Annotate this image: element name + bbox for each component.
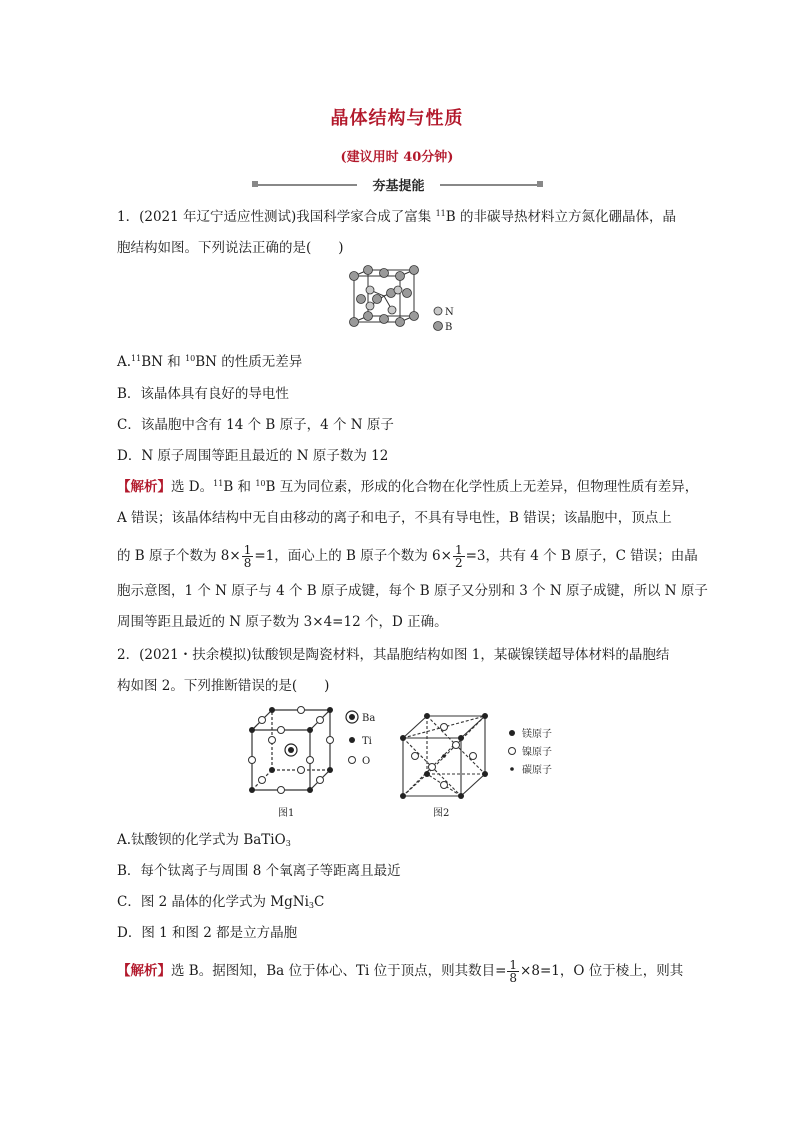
- q1-analysis-line-1: 【解析】选 D。$^{11}$B 和 $^{10}$B 互为同位素，形成的化合物在化学性质上无差异，但物理性质有差异，: [117, 479, 699, 495]
- legend-ti-icon: [349, 737, 355, 743]
- n-atom-icon: [366, 302, 374, 310]
- fraction-one-half: $\frac{1}{2}$: [454, 543, 463, 570]
- q1-option-c: C．该晶胞中含有 14 个 B 原子，4 个 N 原子: [117, 417, 394, 433]
- b-atom-icon: [350, 272, 359, 281]
- legend-ba-label: Ba: [362, 713, 376, 724]
- b-atom-icon: [357, 295, 366, 304]
- q1-option-d: D．N 原子周围等距且最近的 N 原子数为 12: [117, 448, 389, 464]
- b-atom-icon: [396, 272, 405, 281]
- q1-option-b: B．该晶体具有良好的导电性: [117, 386, 289, 402]
- q2-analysis-line-1: 【解析】选 B。据图知，Ba 位于体心、Ti 位于顶点，则其数目= $\frac{1}{8}$ ×8=1，O 位于棱上，则其: [117, 958, 684, 985]
- legend-ni-icon: [509, 748, 516, 755]
- q1-bn-crystal-figure: [340, 266, 470, 342]
- page-subtitle: (建议用时 40分钟): [340, 150, 454, 165]
- b-atom-icon: [410, 312, 419, 321]
- b-atom-icon: [403, 289, 412, 298]
- n-atom-icon: [394, 286, 402, 294]
- legend-n-label: N: [445, 307, 454, 318]
- q2-option-b: B．每个钛离子与周围 8 个氧离子等距离且最近: [117, 863, 401, 879]
- q1-option-a: A.$^{11}$BN 和 $^{10}$BN 的性质无差异: [117, 354, 303, 370]
- b-atom-icon: [380, 315, 389, 324]
- q2-option-c: C．图 2 晶体的化学式为 MgNi$_3$C: [117, 894, 325, 910]
- q1-stem-line-2: 胞结构如图。下列说法正确的是( ): [117, 240, 344, 256]
- legend-ti-label: Ti: [362, 736, 372, 747]
- section-divider-left: [255, 184, 357, 186]
- legend-mg-icon: [509, 730, 515, 736]
- n-atom-icon: [388, 306, 396, 314]
- b-atom-icon: [410, 266, 419, 275]
- legend-c-label: 碳原子: [522, 765, 552, 776]
- legend-b-icon: [434, 322, 443, 331]
- analysis-tag: 【解析】: [117, 479, 171, 495]
- b-atom-icon: [364, 266, 373, 275]
- q2-stem-line-2: 构如图 2。下列推断错误的是( ): [117, 678, 330, 694]
- q1-analysis-line-5: 周围等距且最近的 N 原子数为 3×4=12 个，D 正确。: [117, 614, 448, 630]
- divider-dot-right: [537, 181, 543, 187]
- section-divider-right: [440, 184, 540, 186]
- b-atom-icon: [396, 318, 405, 327]
- q2-figure-2-mgni3c: [395, 708, 585, 820]
- fraction-one-eighth: $\frac{1}{8}$: [509, 958, 518, 985]
- legend-b-label: B: [445, 322, 453, 333]
- n-atom-icon: [366, 286, 374, 294]
- fraction-one-eighth: $\frac{1}{8}$: [243, 543, 252, 570]
- b-atom-icon: [350, 318, 359, 327]
- q2-option-d: D．图 1 和图 2 都是立方晶胞: [117, 925, 298, 941]
- q2-figure-1-batio3: [242, 702, 382, 822]
- q1-analysis-line-3: 的 B 原子个数为 8× $\frac{1}{8}$ =1，面心上的 B 原子个数为 6× $\frac{1}{2}$ =3，共有 4 个 B 原子，C 错误；由晶: [117, 543, 698, 570]
- q2-option-a: A.钛酸钡的化学式为 BaTiO$_3$: [117, 832, 291, 848]
- figure-2-caption: 图2: [433, 808, 450, 819]
- legend-n-icon: [434, 307, 442, 315]
- legend-o-label: O: [362, 756, 371, 767]
- figure-1-caption: 图1: [278, 808, 295, 819]
- q1-stem-line-1: 1．(2021 年辽宁适应性测试)我国科学家合成了富集 $^{11}$B 的非碳导热材料立方氮化硼晶体，晶: [117, 209, 676, 225]
- b-atom-icon: [364, 312, 373, 321]
- q2-stem-line-1: 2．(2021・扶余模拟)钛酸钡是陶瓷材料，其晶胞结构如图 1，某碳镍镁超导体材料的晶胞结: [117, 647, 670, 663]
- legend-c-icon: [510, 767, 514, 771]
- page-title: 晶体结构与性质: [330, 108, 464, 129]
- section-label: 夯基提能: [372, 179, 425, 194]
- q1-analysis-line-4: 胞示意图，1 个 N 原子与 4 个 B 原子成键，每个 B 原子又分别和 3 个 N 原子成键，所以 N 原子: [117, 583, 708, 599]
- legend-mg-label: 镁原子: [522, 729, 552, 740]
- q1-analysis-line-2: A 错误；该晶体结构中无自由移动的离子和电子，不具有导电性，B 错误；该晶胞中，顶点上: [117, 510, 672, 526]
- analysis-tag: 【解析】: [117, 963, 171, 979]
- b-atom-icon: [380, 269, 389, 278]
- b-atom-icon: [373, 295, 382, 304]
- legend-o-icon: [349, 757, 356, 764]
- legend-ni-label: 镍原子: [522, 747, 552, 758]
